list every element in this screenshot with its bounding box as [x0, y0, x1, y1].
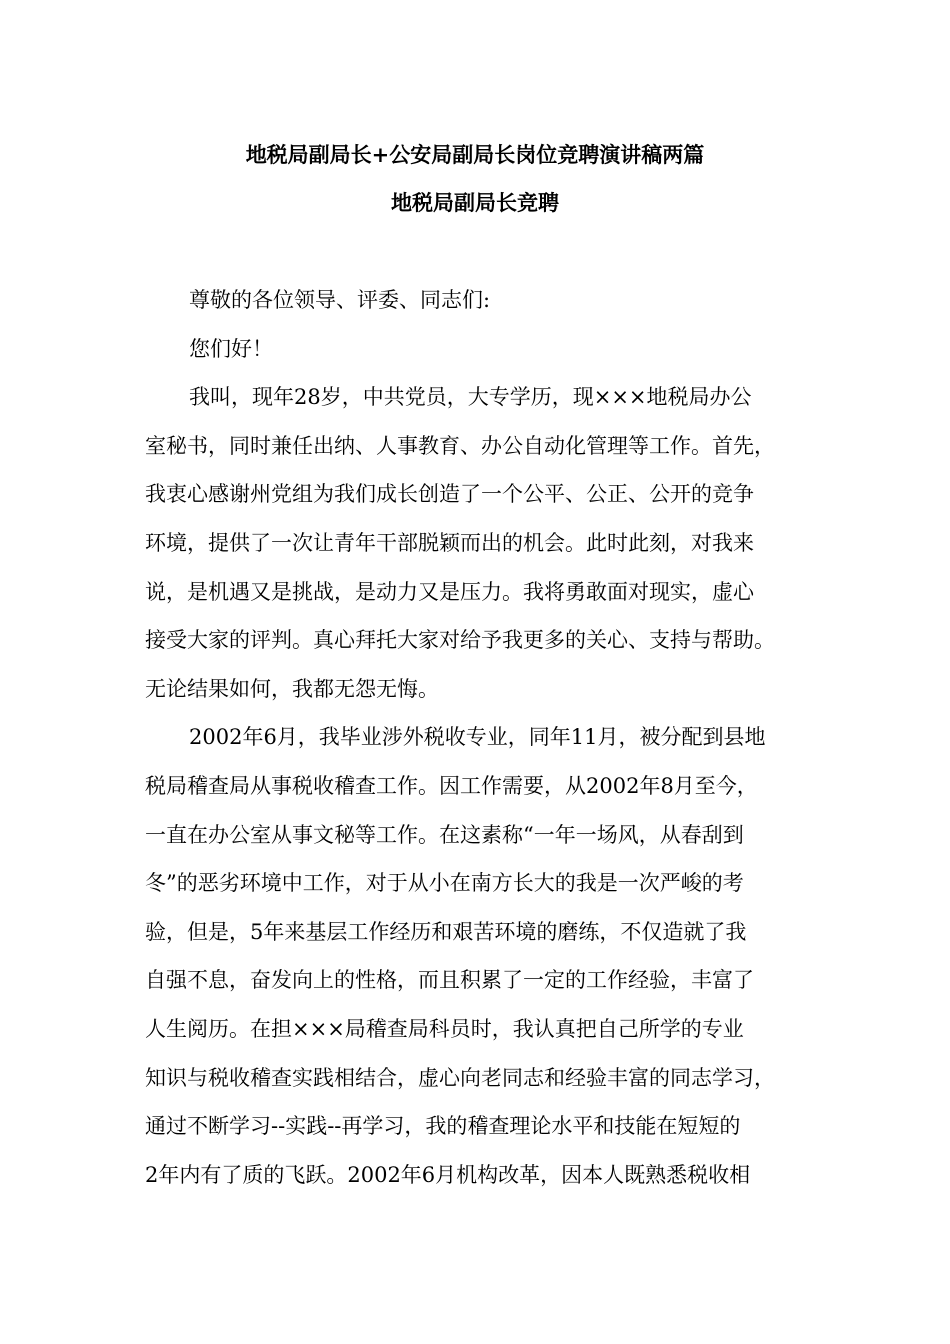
body-line: 知识与税收稽查实践相结合，虚心向老同志和经验丰富的同志学习， — [145, 1065, 775, 1090]
document-body — [145, 282, 810, 1205]
body-line: 冬”的恶劣环境中工作，对于从小在南方长大的我是一次严峻的考 — [145, 871, 744, 896]
body-line: 接受大家的评判。真心拜托大家对给予我更多的关心、支持与帮助。 — [145, 628, 775, 653]
body-line: 验，但是，5年来基层工作经历和艰苦环境的磨练，不仅造就了我 — [145, 919, 747, 944]
body-line: 通过不断学习--实践--再学习，我的稽查理论水平和技能在短短的 — [145, 1114, 741, 1139]
body-line: 说，是机遇又是挑战，是动力又是压力。我将勇敢面对现实，虚心 — [145, 579, 754, 604]
body-line: 尊敬的各位领导、评委、同志们: — [189, 288, 491, 312]
body-line: 2002年6月，我毕业涉外税收专业，同年11月，被分配到县地 — [189, 725, 766, 750]
body-line: 自强不息，奋发向上的性格，而且积累了一定的工作经验，丰富了 — [145, 968, 754, 993]
body-line: 人生阅历。在担×××局稽查局科员时，我认真把自己所学的专业 — [145, 1016, 744, 1041]
body-line: 我衷心感谢州党组为我们成长创造了一个公平、公正、公开的竞争 — [145, 482, 754, 507]
document-title: 地税局副局长+公安局副局长岗位竞聘演讲稿两篇 — [245, 142, 705, 167]
body-line: 2年内有了质的飞跃。2002年6月机构改革，因本人既熟悉税收相 — [145, 1162, 751, 1187]
body-line: 您们好！ — [189, 336, 273, 361]
body-line: 税局稽查局从事税收稽查工作。因工作需要，从2002年8月至今， — [145, 773, 758, 798]
body-line: 室秘书，同时兼任出纳、人事教育、办公自动化管理等工作。首先， — [145, 433, 775, 458]
body-line: 我叫，现年28岁，中共党员，大专学历，现×××地税局办公 — [189, 385, 752, 410]
body-line: 环境，提供了一次让青年干部脱颖而出的机会。此时此刻，对我来 — [145, 530, 754, 555]
body-line: 一直在办公室从事文秘等工作。在这素称“一年一场风，从春刮到 — [145, 822, 744, 847]
body-line: 无论结果如何，我都无怨无悔。 — [145, 676, 439, 701]
document-subtitle: 地税局副局长竞聘 — [391, 190, 559, 215]
